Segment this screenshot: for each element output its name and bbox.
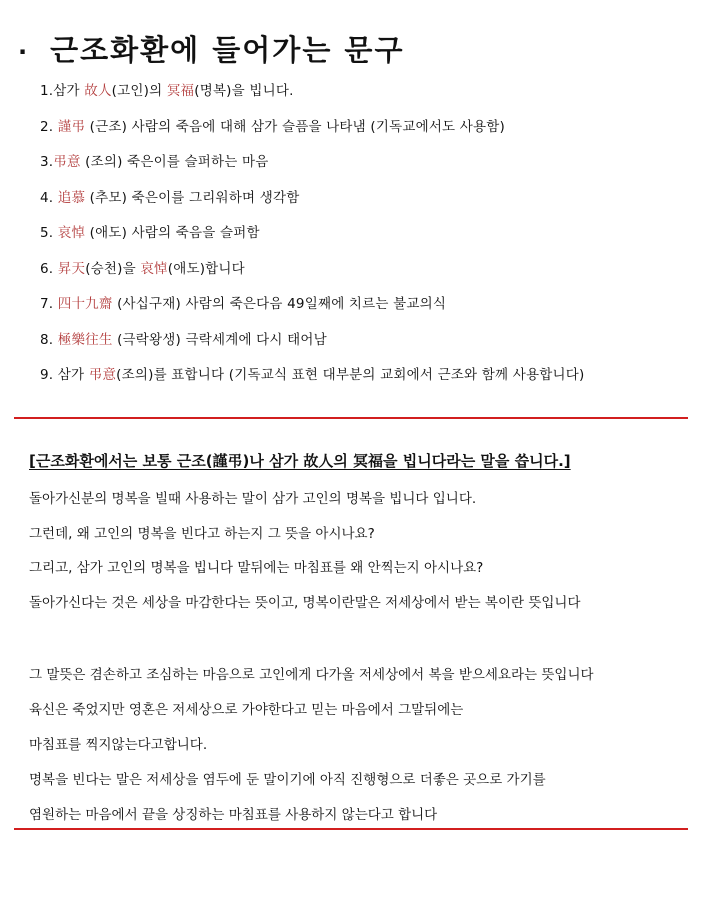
phrase-text: (명복)을 빕니다. xyxy=(194,83,294,99)
paragraph-gap xyxy=(29,626,689,664)
phrase-text: (애도)합니다 xyxy=(167,260,245,277)
phrase-item xyxy=(40,222,695,258)
hanja-term: 追慕 xyxy=(57,189,86,206)
hanja-term: 弔意 xyxy=(88,367,117,383)
paragraph-line: 명복을 빈다는 말은 저세상을 염두에 둔 말이기에 아직 진행형으로 더좋은 곳으로 가기를 xyxy=(29,772,546,788)
phrase-item xyxy=(40,364,695,400)
hanja-term: 極樂往生 xyxy=(57,331,113,348)
phrase-item xyxy=(40,187,695,223)
phrase-text: (고인)의 xyxy=(111,83,167,99)
hanja-term: 冥福 xyxy=(166,83,195,99)
bullet-dot: · xyxy=(18,38,30,66)
hanja-term: 昇天 xyxy=(57,260,86,277)
phrase-text: (근조) 사람의 죽음에 대해 삼가 슬픔을 나타냄 (기독교에서도 사용함) xyxy=(85,118,505,135)
phrase-item xyxy=(40,258,695,294)
phrase-text: (애도) 사람의 죽음을 슬퍼함 xyxy=(85,225,260,241)
explanation-body xyxy=(29,488,689,839)
section-heading-text: [근조화환에서는 보통 근조(謹弔)나 삼가 故人의 冥福을 빕니다라는 말을 씁니다.] xyxy=(29,452,571,470)
phrase-text: 1.삼가 xyxy=(40,83,85,99)
paragraph-line: 염원하는 마음에서 끝을 상징하는 마침표를 사용하지 않는다고 합니다 xyxy=(29,807,438,823)
page-title-text: 근조화환에 들어가는 문구 xyxy=(50,33,405,67)
phrase-text: 3. xyxy=(40,154,54,170)
paragraph-line: 그리고, 삼가 고인의 명복을 빕니다 말뒤에는 마침표를 왜 안찍는지 아시나요? xyxy=(29,560,484,576)
hanja-term: 哀悼 xyxy=(140,260,168,277)
phrase-text: 7. xyxy=(40,296,58,312)
phrase-item xyxy=(40,116,695,152)
hanja-term: 四十九齋 xyxy=(57,296,113,312)
hanja-term: 謹弔 xyxy=(57,118,86,135)
phrase-item xyxy=(40,293,695,329)
phrase-text: (조의) 죽은이를 슬퍼하는 마음 xyxy=(80,154,269,170)
divider-top xyxy=(14,417,688,419)
phrase-text: 9. 삼가 xyxy=(40,367,89,383)
page-title xyxy=(18,28,698,69)
phrase-text: 2. xyxy=(40,118,58,135)
phrase-item xyxy=(40,151,695,187)
paragraph-line: 육신은 죽었지만 영혼은 저세상으로 가야한다고 믿는 마음에서 그말뒤에는 xyxy=(29,702,464,718)
divider-bottom xyxy=(14,828,688,830)
phrase-text: (사십구재) 사람의 죽은다음 49일째에 치르는 불교의식 xyxy=(112,296,447,312)
hanja-term: 哀悼 xyxy=(57,225,86,241)
phrase-text: (조의)를 표합니다 (기독교식 표현 대부분의 교회에서 근조와 함께 사용합니다) xyxy=(116,367,585,383)
phrase-item xyxy=(40,80,695,116)
phrase-item xyxy=(40,329,695,365)
phrase-text: (승천)을 xyxy=(85,260,141,277)
phrase-text: 5. xyxy=(40,225,58,241)
paragraph-line: 돌아가신다는 것은 세상을 마감한다는 뜻이고, 명복이란말은 저세상에서 받는 복이란 뜻입니다 xyxy=(29,594,581,611)
section-heading xyxy=(29,450,679,471)
hanja-term: 故人 xyxy=(84,83,112,99)
phrase-text: (극락왕생) 극락세계에 다시 태어남 xyxy=(112,331,327,348)
phrase-text: 8. xyxy=(40,331,58,348)
paragraph-line: 돌아가신분의 명복을 빌때 사용하는 말이 삼가 고인의 명복을 빕니다 입니다. xyxy=(29,491,477,507)
phrase-text: 6. xyxy=(40,260,58,277)
paragraph-line: 마침표를 찍지않는다고합니다. xyxy=(29,737,208,753)
paragraph-line: 그런데, 왜 고인의 명복을 빈다고 하는지 그 뜻을 아시나요? xyxy=(29,525,375,542)
phrase-list xyxy=(40,80,695,400)
phrase-text: 4. xyxy=(40,189,58,206)
hanja-term: 弔意 xyxy=(53,154,81,170)
phrase-text: (추모) 죽은이를 그리워하며 생각함 xyxy=(85,189,300,206)
paragraph-line: 그 말뜻은 겸손하고 조심하는 마음으로 고인에게 다가올 저세상에서 복을 받으세요라는 뜻입니다 xyxy=(29,667,594,683)
